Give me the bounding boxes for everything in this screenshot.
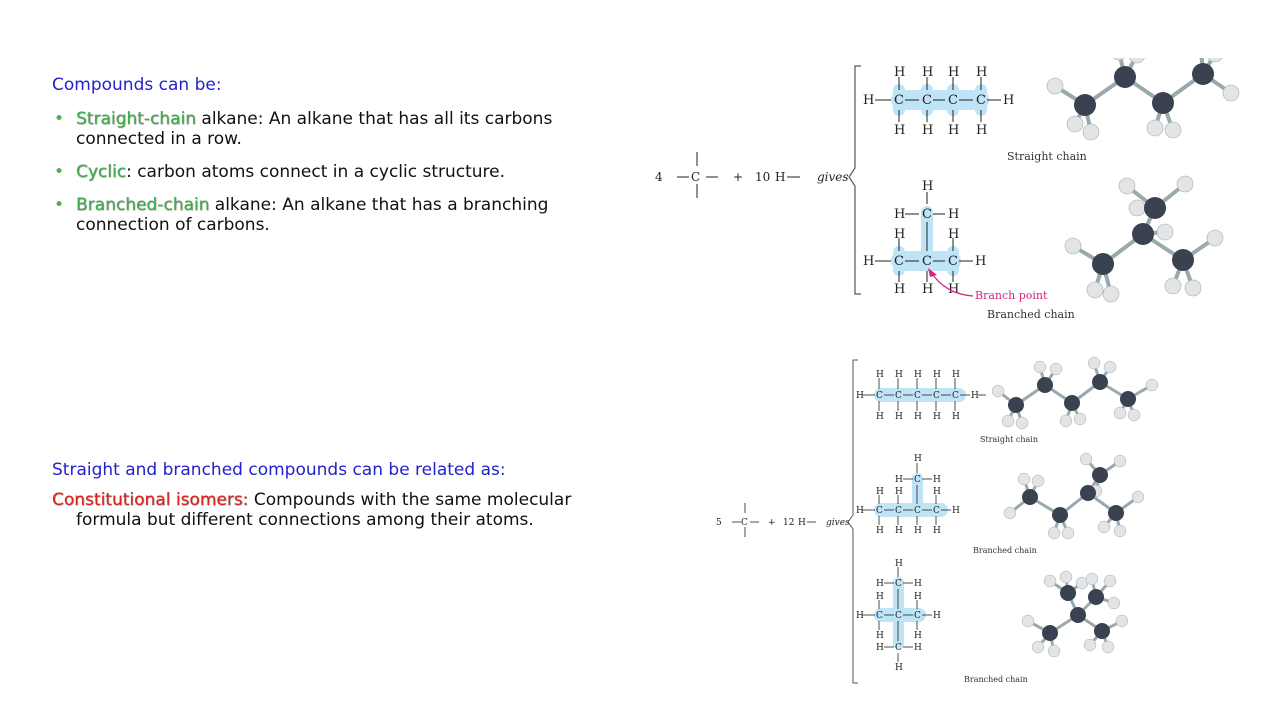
h-atom: H <box>914 592 922 602</box>
h-atom: H <box>948 65 960 80</box>
hydrogen-symbol: H <box>775 170 786 184</box>
h-atom: H <box>895 526 903 536</box>
h-atom: H <box>922 123 934 138</box>
c-atom: C <box>914 391 921 401</box>
h-atom: H <box>856 611 864 621</box>
h-atom: H <box>933 412 941 422</box>
gives-label: gives <box>817 170 849 184</box>
h-atom: H <box>914 643 922 653</box>
c-atom: C <box>895 506 902 516</box>
h-atom: H <box>975 254 987 269</box>
h-atom: H <box>948 227 960 242</box>
pentane-isomers-figure <box>710 355 1170 687</box>
c-atom: C <box>876 611 883 621</box>
h-atom: H <box>971 391 979 401</box>
c-atom: C <box>922 93 932 108</box>
h-atom: H <box>933 487 941 497</box>
c-atom: C <box>922 254 932 269</box>
h-atom: H <box>894 282 906 297</box>
h-atom: H <box>952 412 960 422</box>
h-atom: H <box>1003 93 1015 108</box>
c-atom: C <box>894 93 904 108</box>
bullet-dot: • <box>54 109 65 129</box>
plus-sign: + <box>733 170 744 184</box>
carbon-symbol: C <box>691 170 701 184</box>
h-atom: H <box>876 643 884 653</box>
isomers-intro: Straight and branched compounds can be related as: <box>52 460 506 480</box>
c-atom: C <box>976 93 986 108</box>
compound-types-section <box>52 75 632 235</box>
def-branched-chain: alkane: An alkane that has a branching connection of carbons. <box>76 195 549 235</box>
h-atom: H <box>914 454 922 464</box>
c-atom: C <box>895 643 902 653</box>
term-straight-chain: Straight-chain <box>76 109 196 129</box>
c-atom: C <box>948 93 958 108</box>
label-branch-point: Branch point <box>975 289 1048 302</box>
def-cyclic: : carbon atoms connect in a cyclic structure. <box>126 162 506 182</box>
h-atom: H <box>895 487 903 497</box>
isopentane-structure <box>856 454 960 536</box>
h-atom: H <box>976 123 988 138</box>
butane-ball-stick-model <box>1047 58 1239 140</box>
neopentane-structure <box>856 559 941 673</box>
h-atom: H <box>895 475 903 485</box>
h-atom: H <box>948 282 960 297</box>
h-atom: H <box>933 475 941 485</box>
h-atom: H <box>952 506 960 516</box>
coef-carbon: 5 <box>716 518 722 528</box>
h-atom: H <box>952 370 960 380</box>
h-atom: H <box>894 65 906 80</box>
term-cyclic: Cyclic <box>76 162 127 182</box>
h-atom: H <box>922 179 934 194</box>
carbon-symbol: C <box>741 518 748 528</box>
h-atom: H <box>914 579 922 589</box>
term-branched-chain: Branched-chain <box>76 195 210 215</box>
c-atom: C <box>948 254 958 269</box>
label-branched-chain: Branched chain <box>987 308 1075 321</box>
hydrogen-symbol: H <box>798 518 806 528</box>
h-atom: H <box>894 227 906 242</box>
coef-hydrogen: 10 <box>755 170 771 184</box>
h-atom: H <box>895 559 903 569</box>
bullet-dot: • <box>54 162 65 182</box>
coef-carbon: 4 <box>655 170 663 184</box>
h-atom: H <box>856 506 864 516</box>
h-atom: H <box>948 123 960 138</box>
term-constitutional-isomers: Constitutional isomers: <box>52 490 249 510</box>
bullet-cyclic <box>52 162 632 182</box>
h-atom: H <box>914 412 922 422</box>
isobutane-structure <box>863 179 986 297</box>
h-atom: H <box>876 370 884 380</box>
compounds-intro: Compounds can be: <box>52 75 222 95</box>
h-atom: H <box>948 207 960 222</box>
h-atom: H <box>933 370 941 380</box>
pentane-ball-stick-model <box>992 357 1158 429</box>
label-straight-chain: Straight chain <box>1007 150 1087 163</box>
c-atom: C <box>895 579 902 589</box>
h-atom: H <box>914 370 922 380</box>
h-atom: H <box>876 412 884 422</box>
h-atom: H <box>914 631 922 641</box>
h-atom: H <box>863 254 875 269</box>
c-atom: C <box>895 611 902 621</box>
label-straight-chain: Straight chain <box>980 435 1038 444</box>
label-branched-chain: Branched chain <box>973 546 1037 555</box>
h-atom: H <box>895 370 903 380</box>
c-atom: C <box>894 254 904 269</box>
c-atom: C <box>933 391 940 401</box>
bullet-straight-chain <box>52 109 632 149</box>
h-atom: H <box>876 631 884 641</box>
c-atom: C <box>933 506 940 516</box>
h-atom: H <box>922 65 934 80</box>
h-atom: H <box>922 282 934 297</box>
plus-sign: + <box>768 518 776 528</box>
h-atom: H <box>876 579 884 589</box>
butane-structure <box>863 65 1014 138</box>
h-atom: H <box>876 526 884 536</box>
pentane-structure <box>856 370 986 422</box>
isopentane-ball-stick-model <box>1004 453 1144 539</box>
bullet-dot: • <box>54 195 65 215</box>
def-constitutional-isomers: Compounds with the same molecular formula but different connections among their atoms. <box>76 490 572 530</box>
isomers-section <box>52 460 632 530</box>
bullet-branched-chain <box>52 195 632 235</box>
c-atom: C <box>914 506 921 516</box>
coef-hydrogen: 12 <box>783 518 795 528</box>
gives-label: gives <box>826 518 850 528</box>
h-atom: H <box>976 65 988 80</box>
c-atom: C <box>895 391 902 401</box>
h-atom: H <box>895 412 903 422</box>
h-atom: H <box>876 592 884 602</box>
label-branched-chain: Branched chain <box>964 675 1028 684</box>
c-atom: C <box>922 207 932 222</box>
def-straight-chain: alkane: An alkane that has all its carbons connected in a row. <box>76 109 553 149</box>
h-atom: H <box>895 663 903 673</box>
c-atom: C <box>876 506 883 516</box>
curly-brace <box>849 66 861 294</box>
h-atom: H <box>894 123 906 138</box>
neopentane-ball-stick-model <box>1022 571 1128 657</box>
h-atom: H <box>933 526 941 536</box>
h-atom: H <box>894 207 906 222</box>
c-atom: C <box>914 475 921 485</box>
c-atom: C <box>914 611 921 621</box>
h-atom: H <box>933 611 941 621</box>
h-atom: H <box>856 391 864 401</box>
h-atom: H <box>876 487 884 497</box>
c-atom: C <box>952 391 959 401</box>
butane-isomers-figure <box>645 58 1245 330</box>
isomers-definition <box>52 490 632 530</box>
c-atom: C <box>876 391 883 401</box>
isobutane-ball-stick-model <box>1065 176 1223 302</box>
h-atom: H <box>863 93 875 108</box>
h-atom: H <box>914 526 922 536</box>
